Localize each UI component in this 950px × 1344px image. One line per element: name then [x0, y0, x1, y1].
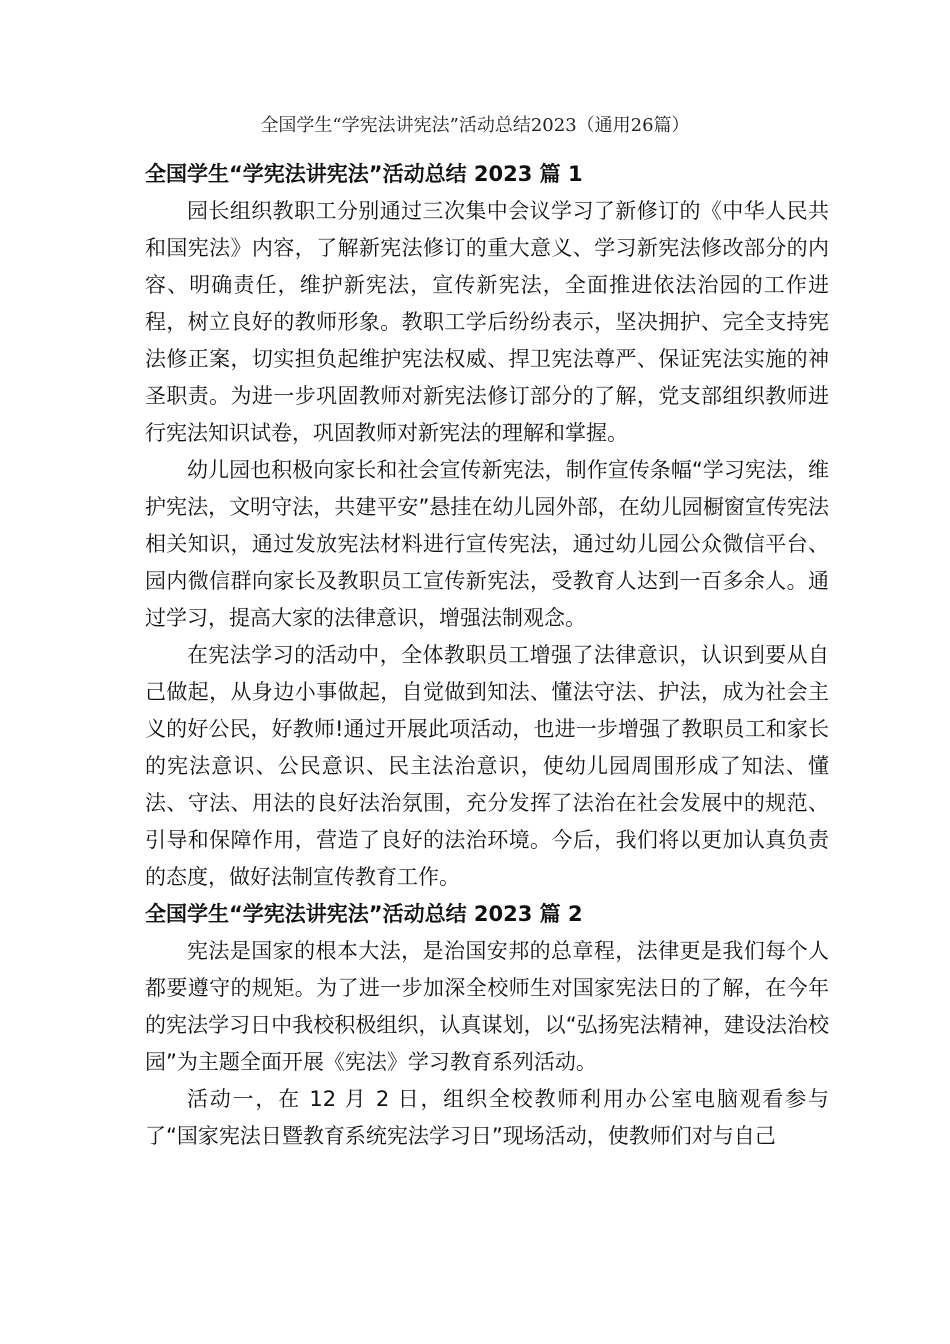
section-heading: 全国学生“学宪法讲宪法”活动总结 2023 篇 1 — [145, 162, 583, 186]
document-title: 全国学生“学宪法讲宪法”活动总结2023（通用26篇） — [260, 115, 690, 136]
paragraph: 宪法是国家的根本大法，是治国安邦的总章程，法律更是我们每个人都要遵守的规矩。为了进一步加深全校师生对国家宪法日的了解，在今年的宪法学习日中我校积极组织，认真谋划，以“弘扬宪法精神，建设法治校园”为主题全面开展《宪法》学习教育系列活动。 — [145, 939, 829, 1074]
paragraph: 活动一，在 12 月 2 日，组织全校教师利用办公室电脑观看参与了“国家宪法日暨教育系统宪法学习日”现场活动，使教师们对与自己 — [145, 1087, 829, 1148]
paragraph: 在宪法学习的活动中，全体教职员工增强了法律意识，认识到要从自己做起，从身边小事做起，自觉做到知法、懂法守法、护法，成为社会主义的好公民，好教师!通过开展此项活动，也进一步增强了教职员工和家长的宪法意识、公民意识、民主法治意识，使幼儿园周围形成了知法、懂法、守法、用法的良好法治氛围，充分发挥了法治在社会发展中的规范、引导和保障作用，营造了良好的法治环境。今后，我们将以更加认真负责的态度，做好法制宣传教育工作。 — [145, 643, 829, 889]
paragraph: 园长组织教职工分别通过三次集中会议学习了新修订的《中华人民共和国宪法》内容，了解新宪法修订的重大意义、学习新宪法修改部分的内容、明确责任，维护新宪法，宣传新宪法，全面推进依法治园的工作进程，树立良好的教师形象。教职工学后纷纷表示，坚决拥护、完全支持宪法修正案，切实担负起维护宪法权威、捍卫宪法尊严、保证宪法实施的神圣职责。为进一步巩固教师对新宪法修订部分的了解，党支部组织教师进行宪法知识试卷，巩固教师对新宪法的理解和掌握。 — [145, 199, 829, 445]
paragraph: 幼儿园也积极向家长和社会宣传新宪法，制作宣传条幅“学习宪法，维护宪法，文明守法，共建平安”悬挂在幼儿园外部，在幼儿园橱窗宣传宪法相关知识，通过发放宪法材料进行宣传宪法，通过幼儿园公众微信平台、园内微信群向家长及教职员工宣传新宪法，受教育人达到一百多余人。通过学习，提高大家的法律意识，增强法制观念。 — [145, 458, 829, 630]
section-1 — [145, 156, 829, 896]
document-body — [145, 156, 829, 1155]
section-2 — [145, 896, 829, 1155]
section-heading: 全国学生“学宪法讲宪法”活动总结 2023 篇 2 — [145, 902, 583, 926]
